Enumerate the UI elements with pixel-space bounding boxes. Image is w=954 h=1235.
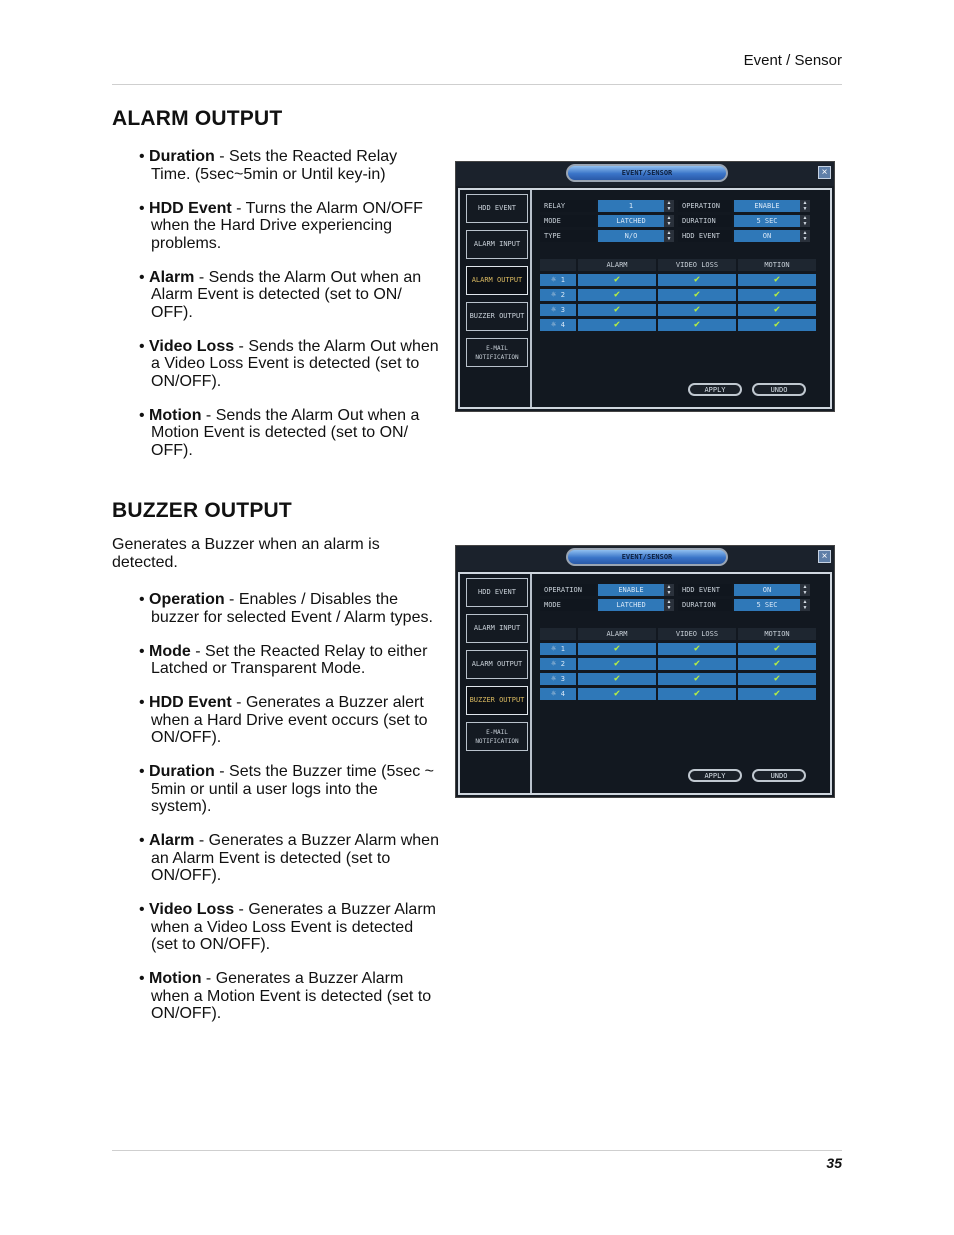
tab-hdd-event[interactable]: HDD EVENT (466, 578, 528, 607)
settings-row (540, 230, 820, 242)
undo-button[interactable]: UNDO (752, 383, 806, 396)
bullet-term: Motion (149, 970, 202, 987)
checkmark-icon[interactable]: ✔ (693, 289, 701, 300)
settings-row (540, 215, 820, 227)
setting-value[interactable]: LATCHED (598, 599, 664, 611)
row-number: 4 (560, 321, 565, 329)
tab-alarm-input[interactable]: ALARM INPUT (466, 230, 528, 259)
row-number: 1 (560, 645, 565, 653)
bullet-term: Alarm (149, 268, 195, 286)
checkmark-icon[interactable]: ✔ (693, 319, 701, 330)
spinner-arrows-icon[interactable]: ▲ ▼ (664, 215, 674, 227)
checkmark-icon[interactable]: ✔ (773, 304, 781, 315)
bullet-text: - Sends the Alarm Out when a Video Loss Event is detected (set to ON/OFF). (151, 337, 439, 390)
checkmark-icon[interactable]: ✔ (773, 658, 781, 669)
alarm-bell-icon: ☼ (551, 689, 561, 698)
checkbox-cell[interactable] (738, 289, 816, 301)
setting-value[interactable]: 5 SEC (734, 599, 800, 611)
grid-row (540, 643, 820, 655)
checkmark-icon[interactable]: ✔ (693, 658, 701, 669)
grid-header-row (540, 628, 820, 640)
setting-value[interactable]: N/O (598, 230, 664, 242)
bullet-item: • HDD Event - Turns the Alarm ON/OFF when the Hard Drive experiencing problems. (139, 199, 423, 252)
bullet-term: Duration (149, 763, 215, 780)
checkbox-cell[interactable] (658, 643, 736, 655)
dvr-window-title: EVENT/SENSOR (566, 548, 728, 566)
alarm-bell-icon: ☼ (551, 659, 561, 668)
grid-row (540, 688, 820, 700)
bullet-item: • Alarm - Sends the Alarm Out when an Alarm Event is detected (set to ON/ OFF). (139, 268, 422, 321)
setting-value[interactable]: ON (734, 584, 800, 596)
grid-column-header: ALARM (578, 628, 656, 640)
checkbox-cell[interactable] (658, 658, 736, 670)
spinner-arrows-icon[interactable]: ▲ ▼ (800, 230, 810, 242)
bullet-item: • HDD Event - Generates a Buzzer alert when a Hard Drive event occurs (set to ON/OFF). (139, 694, 428, 746)
bullet-text: - Sets the Buzzer time (5sec ~ 5min or until a user logs into the system). (151, 763, 435, 815)
checkbox-cell[interactable] (658, 673, 736, 685)
grid-row (540, 673, 820, 685)
checkbox-cell[interactable] (738, 643, 816, 655)
checkmark-icon[interactable]: ✔ (773, 643, 781, 654)
bullet-term: Video Loss (149, 337, 235, 355)
bullet-item: • Duration - Sets the Reacted Relay Time. (5sec~5min or Until key-in) (139, 148, 398, 183)
grid-column-header: MOTION (738, 259, 816, 271)
bullet-item: • Motion - Sends the Alarm Out when a Motion Event is detected (set to ON/ OFF). (139, 406, 420, 459)
setting-value[interactable]: ENABLE (734, 200, 800, 212)
row-label (540, 673, 576, 685)
bullet-term: HDD Event (149, 694, 232, 711)
setting-value[interactable]: 1 (598, 200, 664, 212)
grid-row (540, 304, 820, 316)
alarm-bell-icon: ☼ (551, 320, 561, 329)
row-label (540, 304, 576, 316)
checkbox-cell[interactable] (658, 274, 736, 286)
spinner-arrows-icon[interactable]: ▲ ▼ (664, 599, 674, 611)
bullet-text: - Set the Reacted Relay to either Latched or Transparent Mode. (151, 642, 428, 677)
bullet-term: Video Loss (149, 901, 235, 918)
grid-header-row (540, 259, 820, 271)
row-label (540, 274, 576, 286)
checkbox-cell[interactable] (578, 658, 656, 670)
bullet-term: Motion (149, 406, 202, 424)
checkmark-icon[interactable]: ✔ (613, 304, 621, 315)
checkbox-cell[interactable] (738, 304, 816, 316)
bullet-text: - Sends the Alarm Out when an Alarm Event is detected (set to ON/ OFF). (151, 268, 422, 321)
alarm-bell-icon: ☼ (551, 305, 561, 314)
grid-header-corner (540, 259, 576, 271)
grid-column-header: VIDEO LOSS (658, 628, 736, 640)
dvr-content (540, 190, 830, 407)
setting-label: OPERATION (678, 200, 732, 212)
checkmark-icon[interactable]: ✔ (693, 688, 701, 699)
spinner-arrows-icon[interactable]: ▲ ▼ (800, 599, 810, 611)
dvr-panel (458, 188, 832, 409)
tab-buzzer-output[interactable]: BUZZER OUTPUT (466, 686, 528, 715)
setting-label: HDD EVENT (678, 584, 732, 596)
checkbox-cell[interactable] (578, 274, 656, 286)
tab-alarm-input[interactable]: ALARM INPUT (466, 614, 528, 643)
close-icon[interactable]: × (818, 166, 831, 179)
checkbox-cell[interactable] (658, 304, 736, 316)
checkbox-cell[interactable] (738, 688, 816, 700)
checkbox-cell[interactable] (578, 643, 656, 655)
checkbox-cell[interactable] (738, 658, 816, 670)
close-icon[interactable]: × (818, 550, 831, 563)
setting-label: DURATION (678, 215, 732, 227)
alarm-bell-icon: ☼ (551, 644, 561, 653)
bullet-item: • Video Loss - Sends the Alarm Out when a Video Loss Event is detected (set to ON/OFF). (139, 337, 439, 390)
row-number: 3 (560, 306, 565, 314)
alarm-output-bullets (139, 148, 439, 476)
alarm-bell-icon: ☼ (551, 290, 561, 299)
checkmark-icon[interactable]: ✔ (773, 319, 781, 330)
checkmark-icon[interactable]: ✔ (773, 688, 781, 699)
checkmark-icon[interactable]: ✔ (613, 658, 621, 669)
buzzer-output-title: BUZZER OUTPUT (112, 499, 292, 522)
bullet-term: Duration (149, 148, 215, 165)
row-label (540, 658, 576, 670)
bullet-text: - Sets the Reacted Relay Time. (5sec~5min or Until key-in) (151, 148, 398, 183)
checkbox-cell[interactable] (658, 319, 736, 331)
checkmark-icon[interactable]: ✔ (693, 304, 701, 315)
bullet-item: • Duration - Sets the Buzzer time (5sec ~ 5min or until a user logs into the system). (139, 763, 435, 815)
dvr-content (540, 574, 830, 793)
bullet-term: Alarm (149, 832, 195, 849)
checkmark-icon[interactable]: ✔ (613, 643, 621, 654)
buzzer-output-screenshot (455, 545, 835, 798)
spinner-arrows-icon[interactable]: ▲ ▼ (664, 200, 674, 212)
row-label (540, 319, 576, 331)
tab-buzzer-output[interactable]: BUZZER OUTPUT (466, 302, 528, 331)
checkmark-icon[interactable]: ✔ (613, 673, 621, 684)
bullet-item: • Mode - Set the Reacted Relay to either Latched or Transparent Mode. (139, 642, 428, 677)
page-number: 35 (826, 1155, 842, 1171)
bullet-text: - Sends the Alarm Out when a Motion Event is detected (set to ON/ OFF). (151, 406, 420, 459)
bullet-text: - Turns the Alarm ON/OFF when the Hard Drive experiencing problems. (151, 199, 423, 252)
row-number: 4 (560, 690, 565, 698)
checkbox-cell[interactable] (658, 289, 736, 301)
grid-row (540, 274, 820, 286)
checkbox-cell[interactable] (658, 688, 736, 700)
grid-row (540, 658, 820, 670)
checkmark-icon[interactable]: ✔ (693, 643, 701, 654)
bullet-text: - Generates a Buzzer Alarm when a Video Loss Event is detected (set to ON/OFF). (151, 901, 436, 953)
setting-value[interactable]: ON (734, 230, 800, 242)
apply-button[interactable]: APPLY (688, 383, 742, 396)
spinner-arrows-icon[interactable]: ▲ ▼ (800, 215, 810, 227)
tab-hdd-event[interactable]: HDD EVENT (466, 194, 528, 223)
checkbox-cell[interactable] (738, 319, 816, 331)
grid-row (540, 289, 820, 301)
setting-label: TYPE (540, 230, 596, 242)
tab-alarm-output[interactable]: ALARM OUTPUT (466, 650, 528, 679)
tab-divider (530, 190, 532, 407)
checkmark-icon[interactable]: ✔ (613, 688, 621, 699)
setting-label: MODE (540, 215, 596, 227)
setting-label: RELAY (540, 200, 596, 212)
page-header-label: Event / Sensor (743, 52, 842, 69)
buzzer-output-intro: Generates a Buzzer when an alarm is detected. (112, 536, 380, 571)
bullet-item: • Alarm - Generates a Buzzer Alarm when an Alarm Event is detected (set to ON/OFF). (139, 832, 439, 884)
setting-label: OPERATION (540, 584, 596, 596)
dvr-titlebar (456, 162, 834, 186)
grid-row (540, 319, 820, 331)
bullet-text: - Generates a Buzzer Alarm when a Motion Event is detected (set to ON/OFF). (151, 970, 432, 1022)
checkmark-icon[interactable]: ✔ (773, 673, 781, 684)
setting-value[interactable]: 5 SEC (734, 215, 800, 227)
tab-divider (530, 574, 532, 793)
spinner-arrows-icon[interactable]: ▲ ▼ (800, 584, 810, 596)
checkmark-icon[interactable]: ✔ (613, 289, 621, 300)
setting-value[interactable]: LATCHED (598, 215, 664, 227)
checkmark-icon[interactable]: ✔ (613, 319, 621, 330)
undo-button[interactable]: UNDO (752, 769, 806, 782)
bullet-term: Mode (149, 642, 191, 660)
settings-row (540, 200, 820, 212)
row-label (540, 643, 576, 655)
settings-row (540, 584, 820, 596)
bullet-text: - Generates a Buzzer alert when a Hard Drive event occurs (set to ON/OFF). (151, 694, 428, 746)
spinner-arrows-icon[interactable]: ▲ ▼ (664, 230, 674, 242)
setting-label: HDD EVENT (678, 230, 732, 242)
alarm-bell-icon: ☼ (551, 674, 561, 683)
checkbox-cell[interactable] (578, 319, 656, 331)
buzzer-output-bullets (139, 591, 439, 1039)
grid-header-corner (540, 628, 576, 640)
setting-label: MODE (540, 599, 596, 611)
row-number: 1 (560, 276, 565, 284)
checkbox-cell[interactable] (578, 673, 656, 685)
bullet-term: HDD Event (149, 199, 232, 217)
checkbox-cell[interactable] (738, 673, 816, 685)
footer-rule (112, 1150, 842, 1151)
spinner-arrows-icon[interactable]: ▲ ▼ (664, 584, 674, 596)
tab-alarm-output[interactable]: ALARM OUTPUT (466, 266, 528, 295)
row-number: 2 (560, 291, 565, 299)
bullet-text: - Enables / Disables the buzzer for selected Event / Alarm types. (151, 591, 433, 626)
alarm-bell-icon: ☼ (551, 275, 561, 284)
checkmark-icon[interactable]: ✔ (693, 274, 701, 285)
row-label (540, 688, 576, 700)
checkbox-cell[interactable] (738, 274, 816, 286)
bullet-item: • Operation - Enables / Disables the buzzer for selected Event / Alarm types. (139, 591, 433, 626)
row-number: 2 (560, 660, 565, 668)
dvr-window-title: EVENT/SENSOR (566, 164, 728, 182)
dvr-titlebar (456, 546, 834, 570)
row-label (540, 289, 576, 301)
apply-button[interactable]: APPLY (688, 769, 742, 782)
checkbox-cell[interactable] (578, 304, 656, 316)
header-rule (112, 84, 842, 85)
bullet-term: Operation (149, 591, 225, 608)
checkmark-icon[interactable]: ✔ (773, 289, 781, 300)
checkbox-cell[interactable] (578, 688, 656, 700)
settings-row (540, 599, 820, 611)
checkmark-icon[interactable]: ✔ (613, 274, 621, 285)
row-number: 3 (560, 675, 565, 683)
alarm-output-screenshot (455, 161, 835, 412)
bullet-text: - Generates a Buzzer Alarm when an Alarm Event is detected (set to ON/OFF). (151, 832, 439, 884)
grid-column-header: ALARM (578, 259, 656, 271)
grid-column-header: VIDEO LOSS (658, 259, 736, 271)
checkmark-icon[interactable]: ✔ (773, 274, 781, 285)
checkbox-cell[interactable] (578, 289, 656, 301)
bullet-item: • Video Loss - Generates a Buzzer Alarm when a Video Loss Event is detected (set to ON/OFF). (139, 901, 436, 953)
setting-label: DURATION (678, 599, 732, 611)
checkmark-icon[interactable]: ✔ (693, 673, 701, 684)
bullet-item: • Motion - Generates a Buzzer Alarm when a Motion Event is detected (set to ON/OFF). (139, 970, 432, 1022)
grid-column-header: MOTION (738, 628, 816, 640)
alarm-output-title: ALARM OUTPUT (112, 107, 283, 130)
spinner-arrows-icon[interactable]: ▲ ▼ (800, 200, 810, 212)
dvr-panel (458, 572, 832, 795)
tab-e-mail-notification[interactable]: E-MAIL NOTIFICATION (466, 338, 528, 367)
tab-e-mail-notification[interactable]: E-MAIL NOTIFICATION (466, 722, 528, 751)
setting-value[interactable]: ENABLE (598, 584, 664, 596)
